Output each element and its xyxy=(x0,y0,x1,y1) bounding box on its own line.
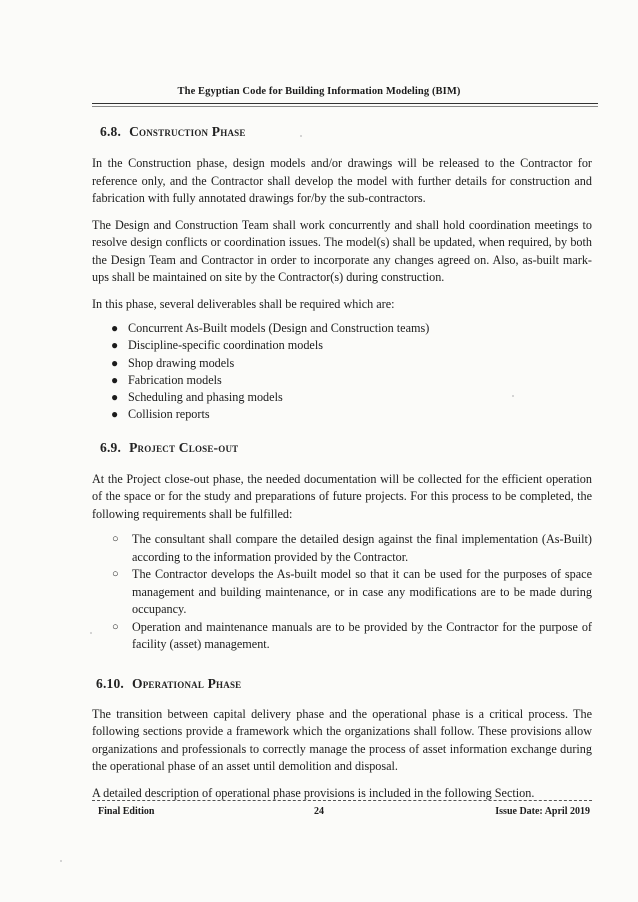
section-heading-6-9 xyxy=(92,440,592,456)
scan-speck xyxy=(60,860,62,862)
header-rule xyxy=(92,103,598,104)
page-number: 24 xyxy=(314,806,324,817)
section-number: 6.10. xyxy=(96,675,124,691)
running-header: The Egyptian Code for Building Information Modeling (BIM) xyxy=(177,86,461,97)
section-title: Operational Phase xyxy=(132,675,242,691)
section-heading-6-10 xyxy=(92,676,592,692)
bullet-icon: ○ xyxy=(112,620,119,633)
footer-edition: Final Edition xyxy=(98,806,155,817)
paragraph: The transition between capital delivery phase and the operational phase is a critical process. The following sections provide a framework which the organizations shall follow. These provisions allow organizations and professionals to correctly manage the process of asset information exchange during the operational phase of an asset until demolition and disposal. xyxy=(92,706,592,774)
bullet-icon: ● xyxy=(111,355,119,370)
list-item: ● Shop drawing models xyxy=(92,355,592,372)
list-item: ○ Operation and maintenance manuals are to be provided by the Contractor for the purpose of facility (asset) management. xyxy=(112,619,592,652)
bullet-icon: ○ xyxy=(112,533,119,546)
bullet-icon: ○ xyxy=(112,568,119,581)
bullet-icon: ● xyxy=(111,407,119,422)
bullet-icon: ● xyxy=(111,321,119,335)
paragraph: The Design and Construction Team shall work concurrently and shall hold coordination meetings to resolve design conflicts or coordination issues. The model(s) shall be updated, when required, by both the Design Team and Contractor in order to incorporate any changes agreed on. Also, as-built mark-ups shall be maintained on site by the Contractor(s) during construction. xyxy=(92,217,592,284)
paragraph: A detailed description of operational phase provisions is included in the following Section. xyxy=(92,785,535,800)
paragraph: In this phase, several deliverables shall be required which are: xyxy=(92,296,395,311)
bullet-icon: ● xyxy=(111,390,119,405)
list-item: ○ The Contractor develops the As-built model so that it can be used for the purposes of space management and building maintenance, or in case any modifications are to be made during occupancy. xyxy=(112,567,592,617)
closeout-requirements-list xyxy=(92,531,592,654)
section-number: 6.8. xyxy=(100,124,122,139)
paragraph: In the Construction phase, design models and/or drawings will be released to the Contractor for reference only, and the Contractor shall develop the model with further details for construction and fabrication with fully annotated drawings for/by the sub-contractors. xyxy=(92,156,592,205)
scan-speck xyxy=(512,395,514,397)
paragraph: At the Project close-out phase, the needed documentation will be collected for the efficient operation of the space or for the study and preparations of future projects. For this process to be completed, the following requirements shall be fulfilled: xyxy=(92,471,592,521)
footer-issue-date: Issue Date: April 2019 xyxy=(495,806,590,817)
scan-speck xyxy=(300,135,302,137)
page-body xyxy=(92,120,592,802)
list-item: ● Collision reports xyxy=(92,406,592,423)
section-number: 6.9. xyxy=(100,439,122,455)
section-title: Project Close-out xyxy=(129,439,239,455)
section-heading-6-8 xyxy=(92,124,592,140)
list-item: ● Fabrication models xyxy=(92,372,592,389)
bullet-icon: ● xyxy=(111,372,119,387)
scan-speck xyxy=(90,632,92,634)
list-item: ● Scheduling and phasing models xyxy=(92,389,592,406)
section-title: Construction Phase xyxy=(129,124,246,139)
footer-rule xyxy=(92,800,592,801)
list-item: ● Discipline-specific coordination models xyxy=(92,337,592,354)
list-item: ● Concurrent As-Built models (Design and Construction teams) xyxy=(92,320,592,337)
deliverables-list xyxy=(92,320,592,424)
header-rule-secondary xyxy=(92,106,598,107)
list-item: ○ The consultant shall compare the detailed design against the final implementation (As-Built) according to the information provided by the Contractor. xyxy=(112,532,592,564)
bullet-icon: ● xyxy=(111,338,119,353)
